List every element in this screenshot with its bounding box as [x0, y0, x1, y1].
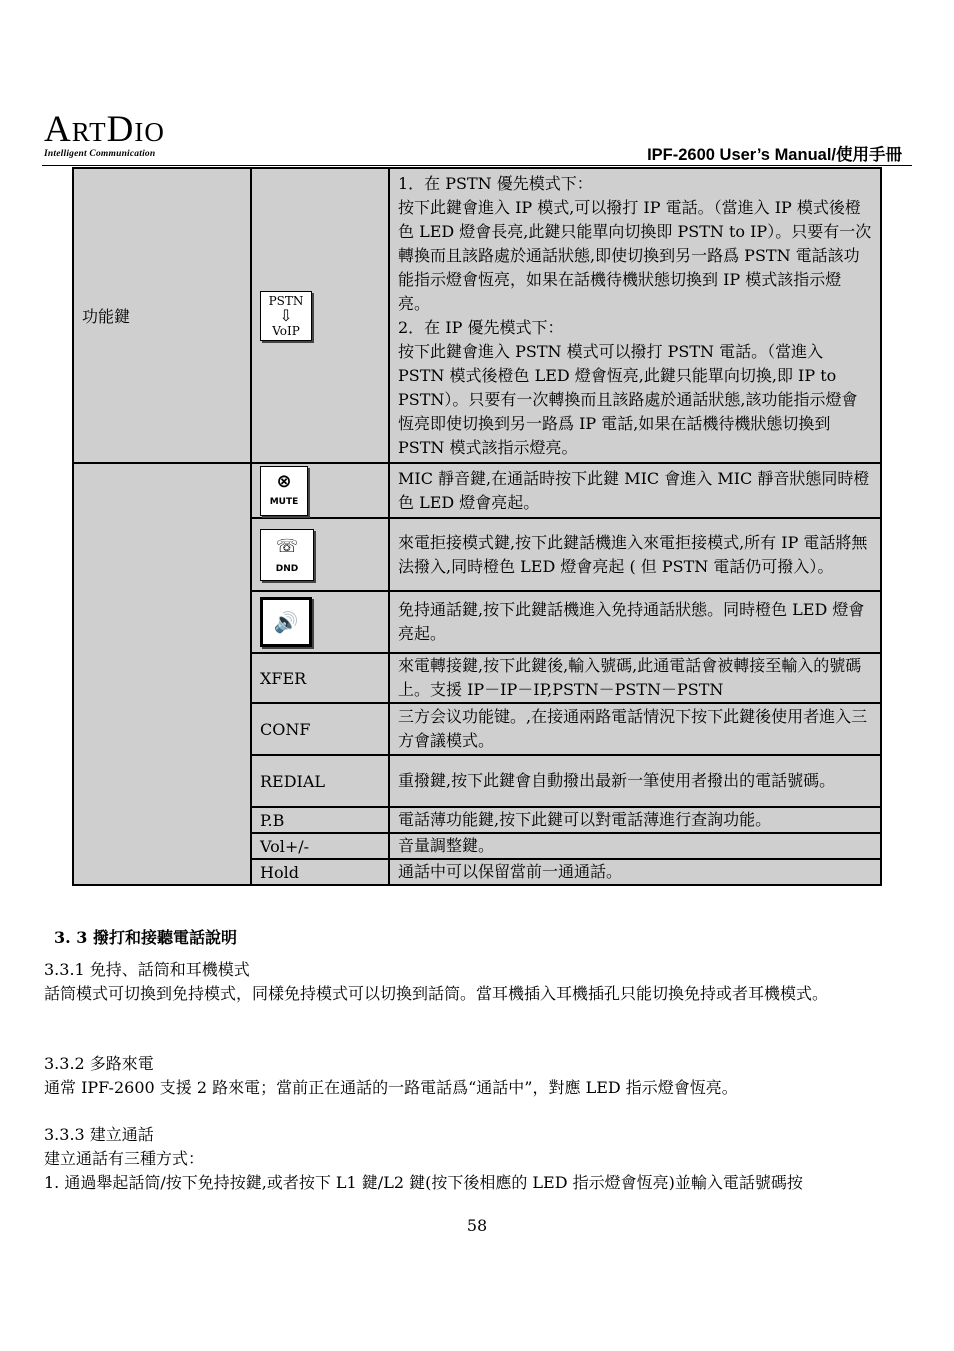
- mute-description: MIC 靜音鍵,在通話時按下此鍵 MIC 會進入 MIC 靜音狀態同時橙色 LED 燈會亮起。: [389, 463, 881, 518]
- document-title: IPF-2600 User’s Manual/使用手冊: [647, 146, 902, 164]
- key-name: REDIAL: [251, 755, 389, 807]
- speaker-description: 免持通話鍵,按下此鍵話機進入免持通話狀態。同時橙色 LED 燈會亮起。: [389, 591, 881, 653]
- blank-category-cell: [73, 463, 251, 885]
- do-not-disturb-key-icon: ☏ DND: [260, 529, 314, 581]
- key-description: 三方会议功能键。,在接通兩路電話情況下按下此鍵後使用者進入三方會議模式。: [389, 703, 881, 755]
- table-row: [73, 463, 881, 518]
- artdio-logo: [44, 109, 165, 159]
- key-description: 通話中可以保留當前一通通話。: [389, 859, 881, 885]
- subsection-3-3-2-body: 通常 IPF-2600 支援 2 路來電；當前正在通話的一路電話爲“通話中”，對應 LED 指示燈會恆亮。: [44, 1078, 738, 1097]
- header-rule: [42, 165, 912, 166]
- section-heading: 3. 3 撥打和接聽電話說明: [54, 928, 237, 947]
- mic-mute-key-icon: ⊗ MUTE: [260, 466, 308, 516]
- subsection-3-3-3-body: 建立通話有三種方式：: [44, 1149, 205, 1168]
- key-description: 重撥鍵,按下此鍵會自動撥出最新一筆使用者撥出的電話號碼。: [389, 755, 881, 807]
- page-number: 58: [466, 1216, 488, 1235]
- speaker-key-cell: [251, 591, 389, 653]
- key-name: XFER: [251, 653, 389, 703]
- key-description: 音量調整鍵。: [389, 833, 881, 859]
- pstn-voip-key-cell: [251, 168, 389, 463]
- pstn-voip-key-icon: PSTN ⇩ VoIP: [260, 291, 312, 341]
- logo-wordmark: ARTDIO: [44, 109, 165, 150]
- key-description: 來電轉接鍵,按下此鍵後,輸入號碼,此通電話會被轉接至輸入的號碼上。支援 IP－IP－IP,PSTN－PSTN－PSTN: [389, 653, 881, 703]
- key-function-table: [72, 167, 882, 886]
- function-key-label: 功能鍵: [73, 168, 251, 463]
- logo-tagline: Intelligent Communication: [44, 149, 156, 159]
- speaker-key-icon: 🔊: [260, 597, 312, 647]
- subsection-3-3-3-title: 3.3.3 建立通話: [44, 1125, 154, 1144]
- subsection-3-3-1-body: 話筒模式可切換到免持模式，同樣免持模式可以切換到話筒。當耳機插入耳機插孔只能切換免持或者耳機模式。: [44, 984, 829, 1003]
- mute-key-cell: [251, 463, 389, 518]
- dnd-key-cell: [251, 518, 389, 591]
- key-description: 電話薄功能鍵,按下此鍵可以對電話薄進行查詢功能。: [389, 807, 881, 833]
- dnd-description: 來電拒接模式鍵,按下此鍵話機進入來電拒接模式,所有 IP 電話將無法撥入,同時橙色 LED 燈會亮起 ( 但 PSTN 電話仍可撥入）。: [389, 518, 881, 591]
- table-row: [73, 168, 881, 463]
- pstn-voip-description: 1．在 PSTN 優先模式下： 按下此鍵會進入 IP 模式,可以撥打 IP 電話。（當進入 IP 模式後橙色 LED 燈會長亮,此鍵只能單向切換即 PSTN to IP）。只要有一次轉換而且該路處於通話狀態,即使切換到另一路爲 PSTN 電話該功能指示燈會恆亮，如果在話機待機狀態切換到 IP 模式該指示燈亮。 2．在 IP 優先模式下： 按下此鍵會進入 PSTN 模式可以撥打 PSTN 電話。（當進入 PSTN 模式後橙色 LED 燈會恆亮,此鍵只能單向切換,即 IP to PSTN）。只要有一次轉換而且該路處於通話狀態,該功能指示燈會恆亮即使切換到另一路爲 IP 電話,如果在話機待機狀態切換到 PSTN 模式該指示燈亮。: [389, 168, 881, 463]
- key-name: Vol+/-: [251, 833, 389, 859]
- key-name: CONF: [251, 703, 389, 755]
- subsection-3-3-2-title: 3.3.2 多路來電: [44, 1054, 154, 1073]
- subsection-3-3-3-item-1: 1. 通過舉起話筒/按下免持按鍵,或者按下 L1 鍵/L2 鍵(按下後相應的 LED 指示燈會恆亮)並輸入電話號碼按: [44, 1173, 803, 1192]
- key-name: Hold: [251, 859, 389, 885]
- key-name: P.B: [251, 807, 389, 833]
- subsection-3-3-1-title: 3.3.1 免持、話筒和耳機模式: [44, 960, 250, 979]
